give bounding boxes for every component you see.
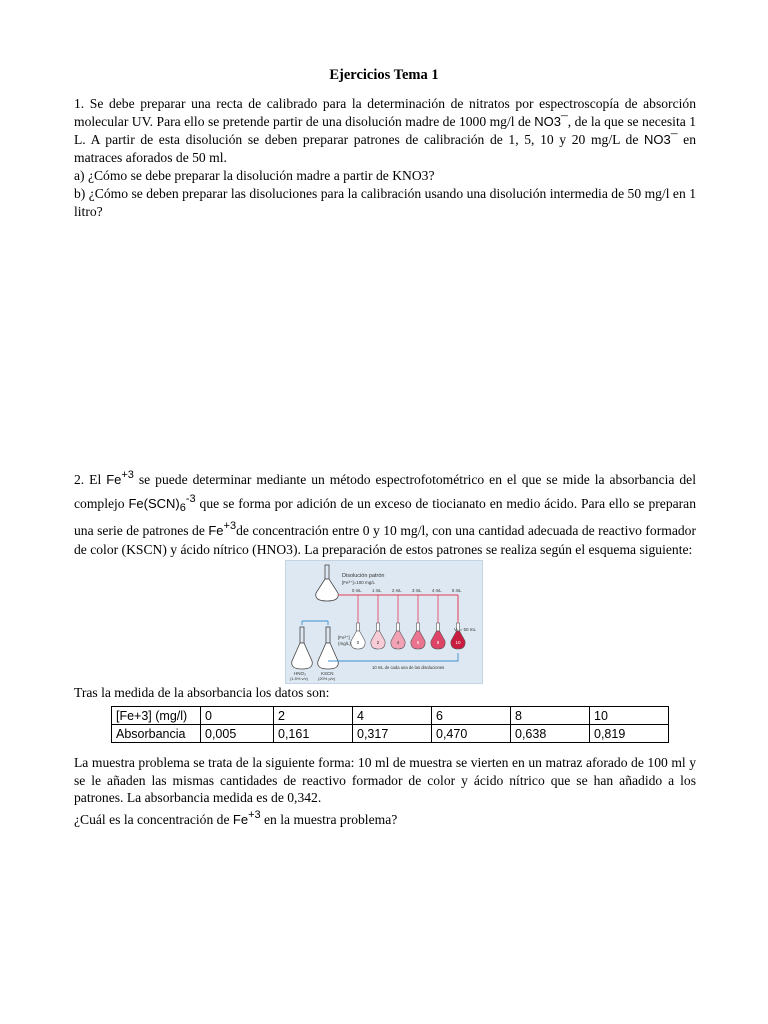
table-row-label: Absorbancia [112,725,201,743]
volume-labels [352,588,462,593]
standard-flask [411,595,425,649]
nitrate-formula: NO3 [644,132,671,147]
table-cell: 0,317 [353,725,432,743]
sample-description: La muestra problema se trata de la siguiente forma: 10 ml de muestra se vierten en un matraz aforado de 100 ml y se le añaden las mismas cantidades de reactivo formador de color y ácido nítrico que se han añadido a los patrones. La absorbancia medida es de 0,342. [74,755,696,805]
table-cell: 0,161 [274,725,353,743]
complex-charge: -3 [185,492,196,505]
absorbance-table [111,706,669,743]
nitrate-charge: ¯ [560,114,568,129]
question-b: b) ¿Cómo se deben preparar las disoluciones para la calibración usando una disolución intermedia de 50 mg/l en 1 litro? [74,186,696,219]
kscn-concentration: (20% p/v) [318,676,336,681]
iron-charge: +3 [223,520,237,532]
exercise-2-text-a: 2. El [74,472,107,487]
volume-label: 4 mL [432,588,442,593]
concentration-axis-label: [Fe³⁺] [338,635,350,640]
stock-solution-flask [316,565,339,601]
flask-concentration-label: 6 [416,640,420,645]
standard-flask [391,595,405,649]
flask-concentration-label: 2 [376,640,380,645]
table-row [112,707,669,725]
exercise-1 [74,95,696,221]
preparation-scheme-figure [285,560,483,684]
table-cell: 0,638 [511,725,590,743]
standard-flask [431,595,445,649]
table-cell: 2 [274,707,353,725]
nitrate-formula: NO3 [534,114,561,129]
standard-flasks [351,595,465,649]
volume-label: 5 mL [452,588,462,593]
question-a [74,167,696,185]
concentration-axis-unit: (mg/L) [338,641,352,646]
exercise-2-text-c: que se forma por adición de un exceso de tiocianato en medio ácido. Para ello se preparan una serie de patrones de [74,495,697,538]
exercise-1-text-a: 1. Se debe preparar una recta de calibrado para la determinación de nitratos por espectroscopía de absorción molecular UV. Para ello se pretende partir de una disolución madre de 1000 mg/l de [74,96,696,129]
kscn-reagent-flask [318,627,339,669]
volume-label: 1 mL [372,588,382,593]
iron-symbol: Fe [106,472,122,487]
volume-label: 3 mL [412,588,422,593]
kscn-label: KSCN [321,671,334,676]
sample-paragraph [74,754,696,828]
exercise-2-text-b: se puede determinar mediante un método espectrofotométrico en el que se mide la absorbancia del complejo [74,472,696,511]
final-question-text: ¿Cuál es la concentración de [74,811,233,827]
final-volume-label: Vₜ = 50 mL [454,627,476,632]
iron-symbol: Fe [232,811,249,827]
flask-concentration-label: 10 [455,640,461,645]
standard-flask [451,595,465,649]
table-row [112,725,669,743]
exercise-1-statement [74,95,696,167]
complex-formula: Fe(SCN) [128,495,180,511]
scheme-drawing [286,561,482,683]
flask-concentration-label: 0 [356,640,360,645]
stock-label: Disolución patrón [342,573,385,579]
table-cell: 0,005 [201,725,274,743]
table-cell: 4 [353,707,432,725]
stock-concentration: [Fe³⁺]=100 mg/L [342,580,376,585]
page-title: Ejercicios Tema 1 [329,67,439,83]
final-question [74,807,696,829]
reagent-note: 10 mL de cada una de las disoluciones [372,665,445,670]
table-cell: 8 [511,707,590,725]
complex-subscript: 6 [179,501,186,514]
hno3-label: HNO₃ [294,671,306,676]
nitrate-charge: ¯ [670,132,678,147]
flask-concentration-label: 4 [396,640,400,645]
table-cell: 0 [201,707,274,725]
question-a-text: a) ¿Cómo se debe preparar la disolución madre a partir de [74,168,393,183]
volume-label: 0 mL [352,588,362,593]
table-header-label [112,707,201,725]
table-cell: 0,819 [590,725,669,743]
exercise-2-text-d: de concentración entre 0 y 10 mg/l, con una cantidad adecuada de reactivo formador de color (KSCN) y ácido nítrico (HNO3). La preparación de estos patrones se realiza según el esquema siguiente: [74,523,696,557]
iron-charge: +3 [121,469,134,481]
final-question-end: en la muestra problema? [260,811,398,827]
table-header-text: [Fe+3] (mg/l) [116,708,188,723]
table-cell: 6 [432,707,511,725]
standard-flask [371,595,385,649]
exercise-1-text-b: , de la que se necesita 1 L. A partir de esta disolución se deben preparar patrones de calibración de 1, 5, 10 y 20 mg/L de [74,114,696,147]
flask-concentration-label: 8 [436,640,440,645]
table-cell: 10 [590,707,669,725]
volume-label: 2 mL [392,588,402,593]
table-cell: 0,470 [432,725,511,743]
question-a-end: ? [428,168,435,183]
iron-charge: +3 [248,808,261,821]
kno3-formula: KNO3 [392,168,429,183]
hno3-reagent-flask [292,627,313,669]
exercise-2 [74,466,696,559]
exercise-2-statement [74,466,696,559]
standard-flask [351,595,365,649]
hno3-concentration: (1.5% v/v) [290,676,309,681]
table-intro: Tras la medida de la absorbancia los datos son: [74,685,330,700]
exercise-1-text-c: en matraces aforados de 50 ml. [74,132,696,165]
iron-symbol: Fe [208,523,224,538]
